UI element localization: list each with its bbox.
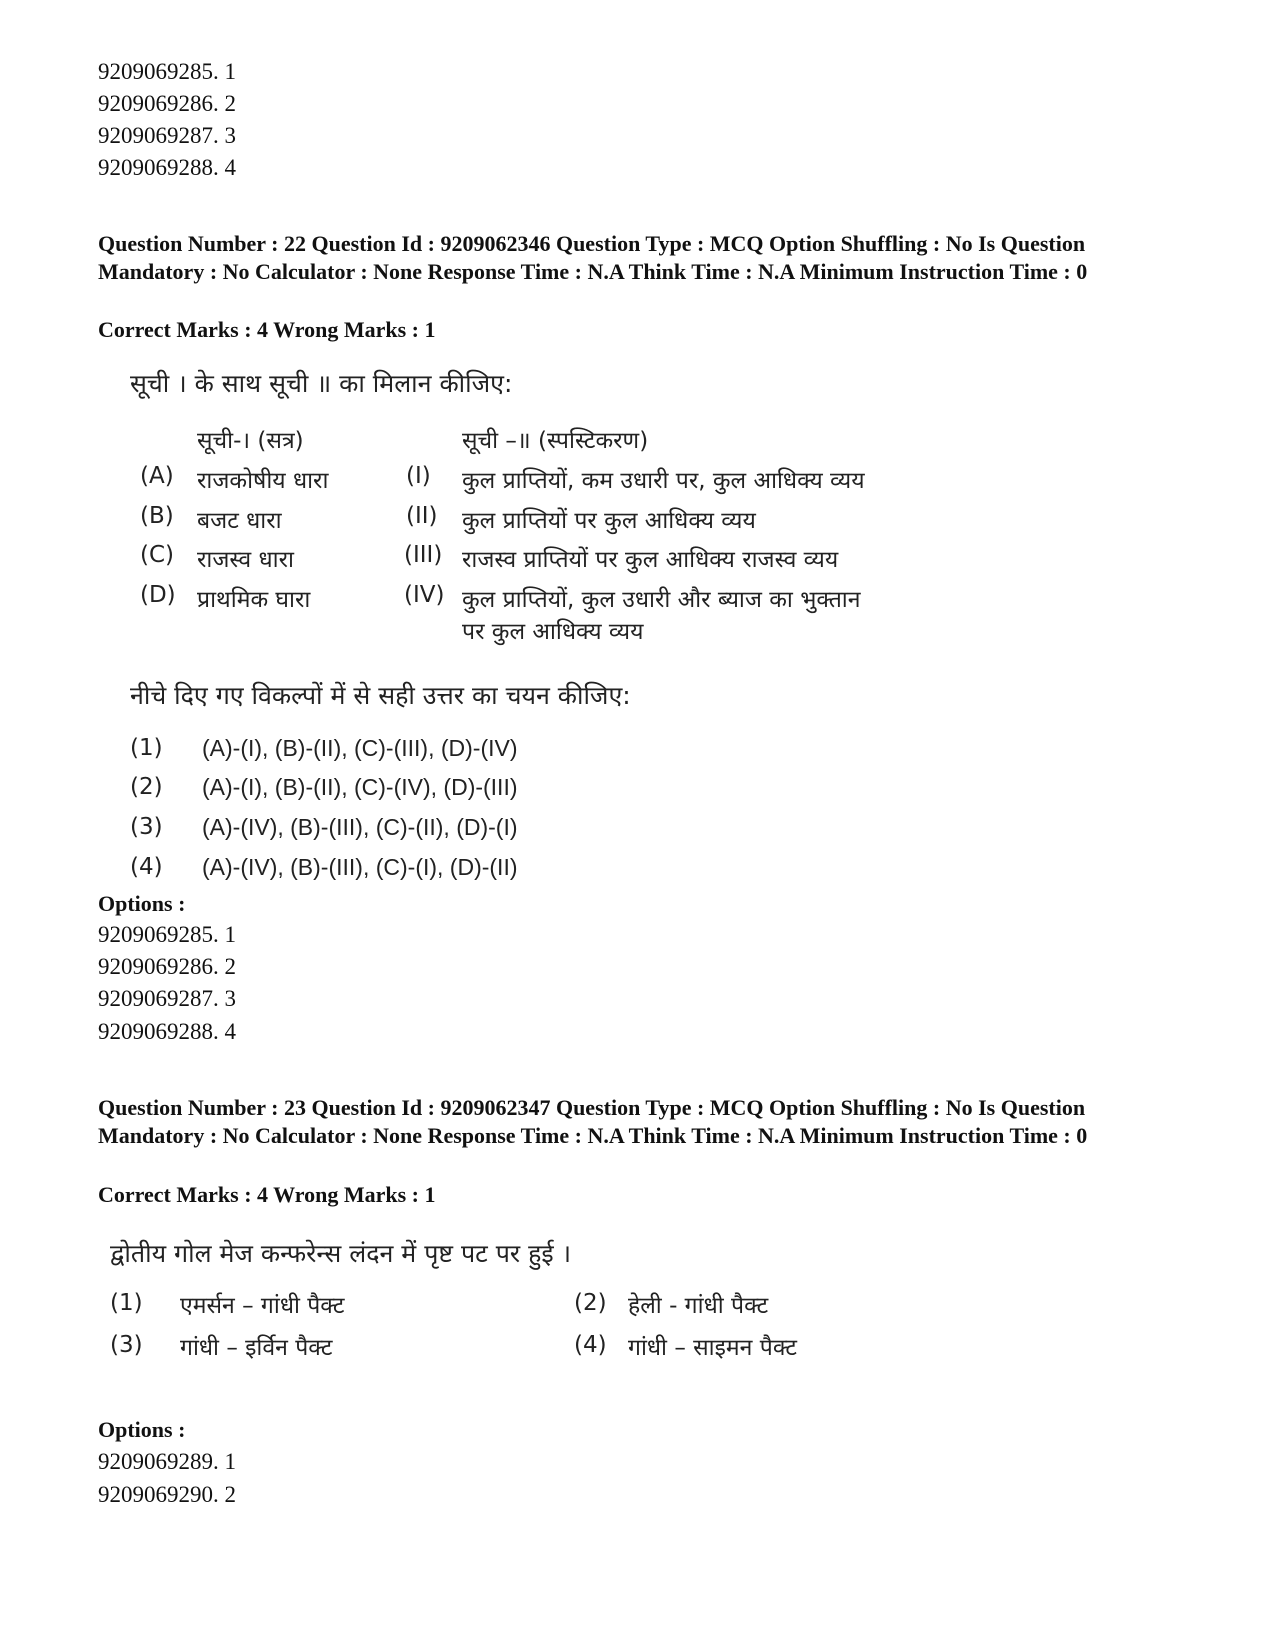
list1-header: सूची-। (सत्र)	[197, 428, 304, 454]
choice-text: (A)-(IV), (B)-(III), (C)-(II), (D)-(I)	[202, 814, 518, 840]
row-num: (II)	[406, 503, 438, 529]
choice-text: (A)-(I), (B)-(II), (C)-(IV), (D)-(III)	[202, 774, 518, 800]
option-line: 9209069287. 3	[98, 123, 236, 148]
option-line: 9209069287. 3	[98, 986, 236, 1011]
choice-text: गांधी – साइमन पैक्ट	[628, 1335, 797, 1361]
marks-line: Correct Marks : 4 Wrong Marks : 1	[98, 1182, 436, 1207]
marks-line: Correct Marks : 4 Wrong Marks : 1	[98, 317, 436, 342]
choice-text: हेली - गांधी पैक्ट	[628, 1293, 769, 1319]
list2-header: सूची –॥ (स्पस्टिकरण)	[462, 428, 649, 454]
options-label: Options :	[98, 1417, 186, 1442]
option-line: 9209069290. 2	[98, 1482, 236, 1507]
question-meta: Question Number : 22 Question Id : 9209062346 Question Type : MCQ Option Shuffling : No Is Question Mandatory : No Calculator : None Response Time : N.A Think Time : N.A Minimum Instruction Time : 0	[98, 231, 1088, 284]
row-key: (C)	[140, 542, 175, 568]
question-text: द्वोतीय गोल मेज कन्फरेन्स लंदन में पृष्ट पट पर हुई ।	[110, 1239, 572, 1268]
row-desc: कुल प्राप्तियों पर कुल आधिक्य व्यय	[462, 508, 756, 534]
choice-text: (A)-(I), (B)-(II), (C)-(III), (D)-(IV)	[202, 735, 518, 761]
row-key: (D)	[140, 582, 176, 608]
choice-number: (2)	[130, 774, 163, 800]
option-line: 9209069288. 4	[98, 155, 236, 180]
choice-text: गांधी – इर्विन पैक्ट	[180, 1335, 333, 1361]
row-desc-continuation: पर कुल आधिक्य व्यय	[462, 619, 644, 645]
row-item: बजट धारा	[197, 508, 282, 534]
row-desc: कुल प्राप्तियों, कम उधारी पर, कुल आधिक्य व्यय	[462, 468, 865, 494]
row-item: राजस्व धारा	[197, 547, 294, 573]
choose-instruction: नीचे दिए गए विकल्पों में से सही उत्तर का चयन कीजिए:	[130, 681, 631, 710]
question-meta: Question Number : 23 Question Id : 9209062347 Question Type : MCQ Option Shuffling : No Is Question Mandatory : No Calculator : None Response Time : N.A Think Time : N.A Minimum Instruction Time : 0	[98, 1095, 1088, 1148]
row-key: (A)	[140, 463, 174, 489]
choice-number: (4)	[130, 854, 163, 880]
row-key: (B)	[140, 503, 174, 529]
option-line: 9209069285. 1	[98, 922, 236, 947]
option-line: 9209069285. 1	[98, 59, 236, 84]
option-line: 9209069286. 2	[98, 91, 236, 116]
choice-number: (2)	[574, 1290, 607, 1316]
choice-text: (A)-(IV), (B)-(III), (C)-(I), (D)-(II)	[202, 854, 518, 880]
options-label: Options :	[98, 891, 186, 916]
row-desc: राजस्व प्राप्तियों पर कुल आधिक्य राजस्व व्यय	[462, 547, 839, 573]
choice-number: (4)	[574, 1332, 607, 1358]
choice-number: (3)	[130, 814, 163, 840]
option-line: 9209069286. 2	[98, 954, 236, 979]
choice-number: (3)	[110, 1332, 143, 1358]
row-item: प्राथमिक घारा	[197, 587, 311, 613]
row-desc: कुल प्राप्तियों, कुल उधारी और ब्याज का भुक्तान	[462, 587, 861, 613]
row-num: (I)	[406, 463, 431, 489]
option-line: 9209069288. 4	[98, 1019, 236, 1044]
choice-number: (1)	[130, 735, 163, 761]
option-line: 9209069289. 1	[98, 1449, 236, 1474]
choice-number: (1)	[110, 1290, 143, 1316]
row-num: (III)	[404, 542, 443, 568]
choice-text: एमर्सन – गांधी पैक्ट	[180, 1293, 345, 1319]
row-num: (IV)	[404, 582, 445, 608]
row-item: राजकोषीय धारा	[197, 468, 329, 494]
question-instruction: सूची । के साथ सूची ॥ का मिलान कीजिए:	[130, 369, 513, 398]
